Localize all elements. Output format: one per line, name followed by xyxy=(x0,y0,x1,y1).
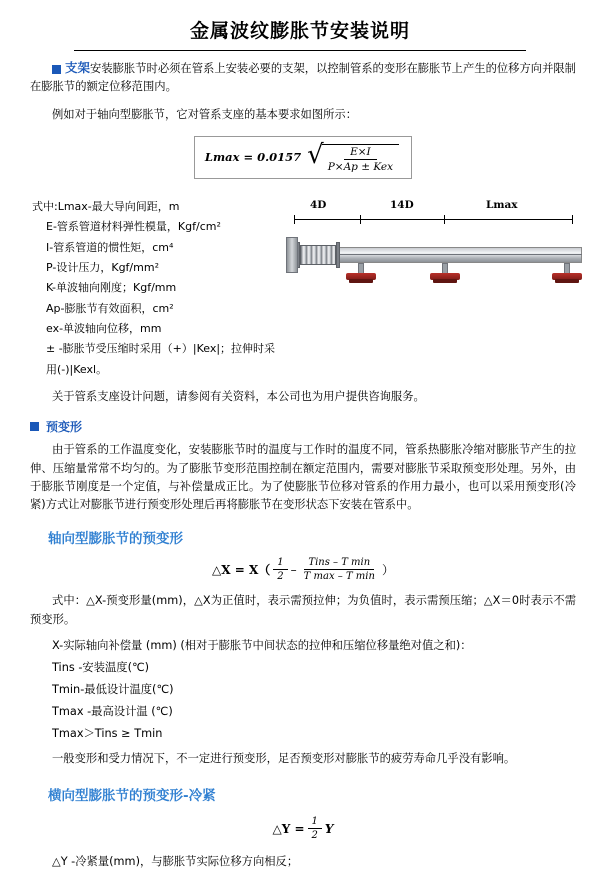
lateral-formula-lhs: △Y = xyxy=(272,821,305,836)
lateral-predeform-heading: 横向型膨胀节的预变形-冷紧 xyxy=(48,788,216,805)
predeform-heading-label: 预变形 xyxy=(46,420,83,435)
support-base-foot xyxy=(349,279,373,283)
axial-predeform-heading: 轴向型膨胀节的预变形 xyxy=(48,531,183,548)
predeform-paragraph-1: 由于管系的工作温度变化，安装膨胀节时的温度与工作时的温度不同，管系热膨胀冷缩对膨胀节产生的拉伸、压缩量常常不均匀的。为了膨胀节变形范围控制在额定范围内，需要对膨胀节采取预变形处理。另外，由于膨胀节刚度是一个定值，与补偿量成正比。为了使膨胀节位移对管系的作用力最小，也可以采用预变形(冷紧)方式让对膨胀节进行预变形处理后再将膨胀节在变形状态下安装在管系中。 xyxy=(30,443,576,512)
support-section xyxy=(30,58,576,97)
axial-predeform-variable-list xyxy=(30,635,576,745)
axial-formula-inner xyxy=(212,557,394,582)
lmax-formula-fraction xyxy=(322,144,399,173)
support-heading: 支架 xyxy=(65,60,91,75)
lmax-legend-list xyxy=(32,197,282,380)
diagram-column xyxy=(282,187,582,309)
guide-support-2 xyxy=(430,263,460,285)
lateral-formula-den: 2 xyxy=(311,830,318,842)
support-closing-text: 关于管系支座设计问题，请参阅有关资料，本公司也为用户提供咨询服务。 xyxy=(52,389,425,403)
support-base-foot xyxy=(555,279,579,283)
lateral-formula-inner xyxy=(273,816,334,841)
blue-square-bullet-icon xyxy=(52,65,61,74)
axial-formula-lhs: △X = X（ xyxy=(212,563,271,578)
axial-predeform-formula xyxy=(30,557,576,582)
legend-line: ex-单波轴向位移，mm xyxy=(46,321,162,335)
document-page xyxy=(0,16,600,869)
legend-diagram-row xyxy=(30,187,576,380)
page-title: 金属波纹膨胀节安装说明 xyxy=(189,20,410,42)
support-example-text: 例如对于轴向型膨胀节，它对管系支座的基本要求如图所示： xyxy=(52,107,358,121)
support-base-foot xyxy=(433,279,457,283)
guide-support-1 xyxy=(346,263,376,285)
variable-line: X-实际轴向补偿量 (mm) (相对于膨胀节中间状态的拉伸和压缩位移量绝对值之和)： xyxy=(52,639,472,653)
axial-predeform-note: 式中：△X-预变形量(mm)，△X为正值时，表示需预拉伸；为负值时，表示需预压缩；△X＝0时表示不需预变形。 xyxy=(30,594,576,626)
variable-line: Tmax＞Tins ≥ Tmin xyxy=(52,727,163,741)
legend-line: E-管系管道材料弹性模量，Kgf/cm² xyxy=(46,220,221,234)
bellow-end-cap-right xyxy=(336,242,340,268)
sqrt-icon: √ xyxy=(307,139,324,170)
support-intro-paragraph xyxy=(30,58,576,97)
axial-formula-temp-num: Tins – T min xyxy=(304,557,374,570)
legend-line: ± -膨胀节受压缩时采用（+）|Kex|；拉伸时采用(-)|Kexl。 xyxy=(46,342,276,376)
legend-line: 式中:Lmax-最大导向间距，m xyxy=(32,199,180,213)
blue-square-bullet-icon xyxy=(30,422,39,431)
lateral-predeform-note: △Y -冷紧量(mm)，与膨胀节实际位移方向相反； xyxy=(52,855,299,869)
diagram-label-lmax: Lmax xyxy=(486,198,518,211)
axial-formula-rhs: ） xyxy=(381,563,394,578)
dimension-segment xyxy=(360,219,444,220)
diagram-label-4d: 4D xyxy=(310,198,327,211)
axial-formula-minus: – xyxy=(290,562,297,577)
lmax-formula-wrapper xyxy=(30,136,576,179)
axial-formula-temp-fraction xyxy=(300,557,379,582)
fixed-anchor-left xyxy=(286,237,298,273)
diagram-dimension-labels xyxy=(286,199,582,215)
axial-formula-temp-den: T max – T min xyxy=(303,571,375,583)
diagram-pipe-area xyxy=(286,227,582,301)
diagram-label-14d: 14D xyxy=(390,198,414,211)
axial-formula-half-num: 1 xyxy=(273,557,287,570)
lmax-formula-numerator: E×I xyxy=(344,146,377,160)
lmax-formula-sqrt xyxy=(307,139,399,173)
bellows-element xyxy=(300,245,336,265)
dimension-segment xyxy=(444,219,572,220)
document-content xyxy=(0,58,600,872)
variable-line: Tmax -最高设计温 (℃) xyxy=(52,705,173,719)
lateral-formula-num: 1 xyxy=(308,816,322,829)
axial-predeform-tail: 一般变形和受力情况下，不一定进行预变形，足否预变形对膨胀节的疲劳寿命几乎没有影响。 xyxy=(52,752,516,766)
legend-line: P-设计压力，Kgf/mm² xyxy=(46,260,159,274)
lateral-predeform-formula xyxy=(30,816,576,841)
lmax-formula-denominator: P×Ap ± Kex xyxy=(327,160,394,173)
dimension-tick xyxy=(572,215,573,224)
guide-support-3 xyxy=(552,263,582,285)
predeform-section-heading xyxy=(30,418,576,435)
lateral-formula-fraction xyxy=(308,816,322,841)
axial-formula-half-fraction xyxy=(273,557,287,582)
lateral-formula-rhs: Y xyxy=(324,821,334,836)
lmax-formula-box xyxy=(194,136,412,179)
title-divider xyxy=(74,50,526,51)
dimension-segment xyxy=(294,219,360,220)
variable-line: Tmin-最低设计温度(℃) xyxy=(52,683,174,697)
axial-formula-half-den: 2 xyxy=(277,571,284,583)
axial-expansion-joint-piping-diagram xyxy=(286,199,582,309)
variable-line: Tins -安装温度(℃) xyxy=(52,661,150,675)
lmax-formula-lhs: Lmax = 0.0157 xyxy=(204,150,302,165)
legend-line: I-管系管道的惯性矩，cm⁴ xyxy=(46,240,174,254)
legend-line: K-单波轴向刚度；Kgf/mm xyxy=(46,281,177,295)
legend-line: Ap-膨胀节有效面积，cm² xyxy=(46,301,174,315)
diagram-dimension-lines xyxy=(286,215,582,225)
support-intro-text: 安装膨胀节时必须在管系上安装必要的支架，以控制管系的变形在膨胀节上产生的位移方向并限制在膨胀节的额定位移范围内。 xyxy=(30,62,576,94)
